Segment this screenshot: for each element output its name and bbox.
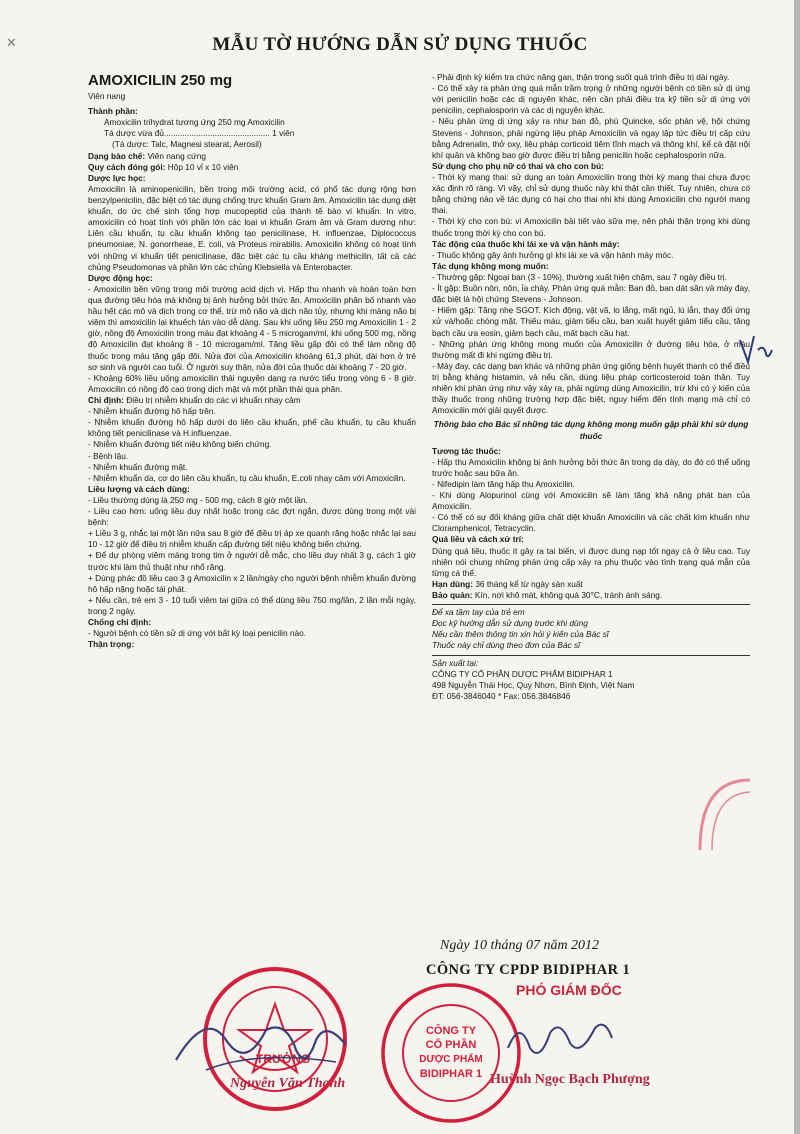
paragraph: - Bệnh lậu.: [88, 450, 129, 461]
divider: [432, 604, 750, 605]
section-heading-label: Thành phần:: [88, 106, 138, 117]
italic-note: Đọc kỹ hướng dẫn sử dụng trước khi dùng: [432, 618, 588, 629]
italic-note: Để xa tầm tay của trẻ em: [432, 607, 525, 618]
company-seal: [378, 980, 524, 1126]
left-column-body: [88, 106, 416, 650]
section-heading-label: Tương tác thuốc:: [432, 445, 502, 456]
paragraph: - Những phản ứng không mong muốn của Amoxicilin ở đường tiêu hóa, ở máu thường mất đi khi ngừng điều trị.: [432, 338, 750, 360]
warning-note: Thông báo cho Bác sĩ những tác dụng không mong muốn gặp phải khi sử dụng thuốc: [433, 419, 749, 441]
signing-date: Ngày 10 tháng 07 năm 2012: [440, 938, 600, 953]
section-heading: [88, 106, 416, 117]
section-heading-label: Hạn dùng:: [432, 578, 474, 589]
paragraph: - Nhiễm khuẩn đường hô hấp dưới do liên cầu khuẩn, phế cầu khuẩn, tụ cầu khuẩn không tiết penicilinase và H.influenzae.: [88, 417, 416, 439]
paragraph: - Amoxicilin bền vững trong môi trường acid dịch vị. Hấp thu nhanh và hoàn toàn hơn qua đường tiêu hóa mà không bị ảnh hưởng bởi thức ăn. Amoxicilin phân bố nhanh vào hầu hết các mô và dịch trong cơ thể, trừ mô não và dịch não tủy, nhưng khi màng não bị viêm thì amoxicilin lại khuếch tán vào dễ dàng. Sau khi uống liều 250 mg Amoxicilin 1 - 2 giờ, nồng độ Amoxicilin trong máu đạt khoảng 4 - 5 microgam/ml, khi uống 500 mg, nồng độ Amoxicilin đạt khoảng 8 - 10 microgam/ml. Tăng liều gấp đôi có thể làm nồng độ thuốc trong máu tăng gấp đôi. Nửa đời của Amoxicilin khoảng 61,3 phút, dài hơn ở trẻ sơ sinh và người cao tuổi. Ở người suy thận, nửa đời của thuốc dài khoảng 7 - 20 giờ.: [88, 283, 416, 372]
paragraph: - Nhiễm khuẩn đường tiết niệu không biến chứng.: [88, 439, 272, 450]
section-heading-value: Kín, nơi khô mát, không quá 30°C, tránh ánh sáng.: [472, 590, 663, 601]
paragraph: + Nếu cần, trẻ em 3 - 10 tuổi viêm tai giữa có thể dùng liều 750 mg/lần, 2 lần mỗi ngày, trong 2 ngày.: [88, 594, 416, 617]
paragraph: - Thuốc không gây ảnh hưởng gì khi lái xe và vận hành máy móc.: [432, 249, 674, 260]
paragraph: - Nếu phản ứng dị ứng xảy ra như ban đỏ, phù Quincke, sốc phản vệ, hội chứng Stevens - Johnson, phải ngừng liệu pháp Amoxicilin và ngay lập tức điều trị cấp cứu bằng Adrenalin, thở oxy, liệu pháp corticoid tiêm tĩnh mạch và thông khí, kể cả đặt nội khí quản và không bao giờ được điều trị bằng penicilin hoặc cephalosporin nữa.: [432, 116, 750, 160]
section-heading-label: Dạng bào chế:: [88, 150, 146, 161]
paragraph: - Có thể có sự đối kháng giữa chất diệt khuẩn Amoxicilin và các chất kìm khuẩn như Cloramphenicol, Tetracyclin.: [432, 512, 750, 534]
right-column: [432, 72, 750, 702]
section-heading-label: Sử dụng cho phụ nữ có thai và cho con bú:: [432, 160, 604, 171]
section-heading-value: Hộp 10 vỉ x 10 viên: [165, 161, 239, 172]
paragraph: - Nhiễm khuẩn đường mật.: [88, 461, 188, 472]
company-stamp-title: CÔNG TY CPDP BIDIPHAR 1: [426, 962, 631, 978]
paragraph: - Phải định kỳ kiểm tra chức năng gan, thận trong suốt quá trình điều trị dài ngày.: [432, 72, 730, 82]
section-heading-label: Chống chỉ định:: [88, 617, 152, 628]
section-heading: [88, 162, 416, 173]
section-heading-label: Dược lực học:: [88, 172, 146, 183]
paragraph: - Nhiễm khuẩn da, cơ do liên cầu khuẩn, tụ cầu khuẩn, E.coli nhạy cảm với Amoxicilin.: [88, 472, 406, 483]
svg-text:BIDIPHAR 1: BIDIPHAR 1: [419, 1068, 483, 1080]
section-heading-label: Quy cách đóng gói:: [88, 161, 166, 172]
svg-text:CÔNG TY: CÔNG TY: [425, 1025, 477, 1037]
section-heading-value: 36 tháng kể từ ngày sản xuất: [473, 578, 583, 589]
dosage-form: Viên nang: [88, 91, 126, 101]
section-heading-label: Tác dụng không mong muốn:: [432, 260, 549, 271]
paragraph: - Ít gặp: Buồn nôn, nôn, ỉa chảy. Phản ứng quá mẫn: Ban đỏ, ban dát sần và mày đay, đặc biệt là hội chứng Stevens - Johnson.: [432, 283, 750, 305]
paragraph: Tá dược vừa đủ.............................................. 1 viên: [104, 128, 295, 139]
paragraph: - Mày đay, các dạng ban khác và những phản ứng giống bệnh huyết thanh có thể điều trị bằng kháng histamin, và nếu cần, dùng liệu pháp corticosteroid toàn thân. Tuy nhiên khi phản ứng như vậy xảy ra, phải ngừng dùng Amoxicilin, trừ khi có ý kiến của thầy thuốc trong những trường hợp đặc biệt, nguy hiểm đến tính mạng mà chỉ có Amoxicilin mới giải quyết được.: [432, 360, 750, 416]
corner-mark: ✕: [6, 36, 17, 51]
section-heading: [88, 617, 416, 628]
paragraph: - Thường gặp: Ngoại ban (3 - 10%), thường xuất hiện chậm, sau 7 ngày điều trị.: [432, 271, 727, 282]
svg-text:DƯỢC PHẨM: DƯỢC PHẨM: [419, 1054, 483, 1065]
section-heading: [88, 639, 416, 650]
section-heading: [432, 161, 750, 172]
right-column-body: [432, 72, 750, 702]
paragraph: - Liều thường dùng là 250 mg - 500 mg, cách 8 giờ một lần.: [88, 494, 308, 505]
section-heading-label: Bảo quản:: [432, 590, 473, 601]
section-heading: [432, 590, 750, 601]
department-head-title: TRƯỞNG: [256, 1052, 311, 1066]
section-heading: [88, 173, 416, 184]
paragraph: Dùng quá liều, thuốc ít gây ra tai biến, vì được dung nạp tốt ngay cả ở liều cao. Tuy nhiên nói chung những phản ứng cấp xảy ra phụ thuộc vào tình trạng quá mẫn của từng cá thể.: [432, 545, 750, 578]
section-heading: [88, 273, 416, 284]
signature-right: [500, 1008, 620, 1068]
section-heading-label: Tác động của thuốc khi lái xe và vận hành máy:: [432, 238, 620, 249]
paragraph: CÔNG TY CỔ PHẦN DƯỢC PHẨM BIDIPHAR 1: [432, 668, 613, 679]
paragraph: Amoxicilin là aminopenicilin, bền trong môi trường acid, có phổ tác dụng rộng hơn benzylpenicilin, đặc biệt có tác dụng chống trực khuẩn Gram âm. Amoxicilin tác dụng diệt khuẩn, do ức chế sinh tổng hợp mucopeptid của thành tế bào vi khuẩn. In vitro, amoxicilin có hoạt tính với phần lớn các loại vi khuẩn Gram âm và Gram dương như: Liên cầu khuẩn, tụ cầu khuẩn không tạo penicilinase, H. influenzae, Diplococcus pneumoniae, N. gonorrheae, E. coli, và Proteus mirabilis. Amoxicilin không có hoạt tính với những vi khuẩn tiết penicilinase, đặc biệt các tụ cầu kháng methicilin, tất cả các chủng Pseudomonas và phần lớn các chủng Klebsiella và Enterobacter.: [88, 183, 416, 272]
paragraph: - Thời kỳ mang thai: sử dụng an toàn Amoxicilin trong thời kỳ mang thai chưa được xác định rõ ràng. Vì vậy, chỉ sử dụng thuốc này khi thật cần thiết. Tuy nhiên, chưa có bằng chứng nào về tác dụng có hại cho thai nhi khi dùng Amoxicilin cho người mang thai.: [432, 171, 750, 216]
section-heading-label: Thận trọng:: [88, 639, 135, 650]
department-head-name: Nguyễn Văn Thanh: [230, 1076, 346, 1091]
section-heading: [432, 261, 750, 272]
paragraph: - Khi dùng Alopurinol cùng với Amoxicilin sẽ làm tăng khả năng phát ban của Amoxicilin.: [432, 490, 750, 512]
faint-seal: [690, 770, 760, 860]
section-heading-value: Điều trị nhiễm khuẩn do các vi khuẩn nhạy cảm: [123, 394, 301, 405]
paragraph: - Nifedipin làm tăng hấp thu Amoxicilin.: [432, 478, 575, 489]
left-column: [88, 72, 416, 650]
signature-left: [166, 1000, 366, 1080]
section-heading: [432, 446, 750, 457]
paragraph: - Có thể xảy ra phản ứng quá mẫn trầm trọng ở những người bệnh có tiền sử dị ứng với penicilin hoặc các dị nguyên khác, nên cần phải điều tra kỹ tiền sử dị ứng với penicilin, cephalosporin và các dị nguyên khác.: [432, 83, 750, 116]
paragraph: - Hấp thu Amoxicilin không bị ảnh hưởng bởi thức ăn trong dạ dày, do đó có thể uống trước hoặc sau bữa ăn.: [432, 456, 750, 478]
section-heading: [432, 579, 750, 590]
section-heading: [88, 395, 416, 406]
paragraph: (Tá dược: Talc, Magnesi stearat, Aerosil): [112, 139, 262, 150]
section-heading-label: Liều lượng và cách dùng:: [88, 483, 190, 494]
paragraph: Amoxicilin trihydrat tương ứng 250 mg Amoxicilin: [104, 117, 285, 128]
section-heading-label: Chỉ định:: [88, 394, 124, 405]
section-heading-label: Dược động học:: [88, 272, 153, 283]
paragraph: - Thời kỳ cho con bú: vì Amoxicilin bài tiết vào sữa mẹ, nên phải thận trọng khi dùng thuốc trong thời kỳ cho con bú.: [432, 216, 750, 238]
deputy-director-title: PHÓ GIÁM ĐỐC: [516, 982, 622, 998]
paragraph: ĐT: 056-3846040 * Fax: 056.3846846: [432, 690, 571, 701]
section-heading: [432, 534, 750, 545]
paragraph: - Liều cao hơn: uống liều duy nhất hoặc trong các đợt ngắn, được dùng trong một vài bệnh:: [88, 506, 416, 528]
divider: [432, 655, 750, 656]
paragraph: - Hiếm gặp: Tăng nhẹ SGOT. Kích động, vật vã, lo lắng, mất ngủ, lú lẫn, thay đổi ứng xử và/hoặc chóng mặt. Thiếu máu, giảm tiểu cầu, ban xuất huyết giảm tiểu cầu, tăng bạch cầu ưa eosin, giảm bạch cầu, mất bạch cầu hạt.: [432, 305, 750, 338]
section-heading: [88, 484, 416, 495]
italic-note: Nếu cần thêm thông tin xin hỏi ý kiến của Bác sĩ: [432, 629, 609, 640]
section-heading-label: Quá liều và cách xử trí:: [432, 534, 524, 545]
svg-text:CỔ PHẦN: CỔ PHẦN: [425, 1039, 477, 1051]
paragraph: - Khoảng 60% liều uống amoxicilin thải nguyên dạng ra nước tiểu trong vòng 6 - 8 giờ. Amoxicilin có nồng độ cao trong dịch mật và một phần thải qua phân.: [88, 372, 416, 394]
section-heading: [88, 151, 416, 162]
paragraph: - Người bệnh có tiền sử dị ứng với bất kỳ loại penicilin nào.: [88, 628, 307, 639]
page-edge: [794, 0, 800, 1134]
paragraph: + Liều 3 g, nhắc lại một lần nữa sau 8 giờ để điều trị áp xe quanh răng hoặc nhắc lại sau 10 - 12 giờ để điều trị nhiễm khuẩn cấp đường tiết niệu không biến chứng.: [88, 528, 416, 550]
paragraph: 498 Nguyễn Thái Học, Quy Nhơn, Bình Định, Việt Nam: [432, 679, 635, 690]
section-heading-value: Viên nang cứng: [145, 150, 206, 161]
document-title: MẪU TỜ HƯỚNG DẪN SỬ DỤNG THUỐC: [212, 34, 588, 55]
italic-note: Sản xuất tại:: [432, 657, 479, 668]
deputy-director-name: Huỳnh Ngọc Bạch Phượng: [490, 1072, 650, 1087]
paragraph: - Nhiễm khuẩn đường hô hấp trên.: [88, 406, 216, 417]
paragraph: + Dùng phác đồ liều cao 3 g Amoxicilin x 2 lần/ngày cho người bệnh nhiễm khuẩn đường hô hấp nặng hoặc tái phát.: [88, 572, 416, 594]
paragraph: + Để dự phòng viêm màng trong tim ở người dễ mắc, cho liều duy nhất 3 g, cách 1 giờ trước khi làm thủ thuật như nhổ răng.: [88, 550, 416, 572]
drug-name: AMOXICILIN 250 mg: [88, 72, 233, 89]
section-heading: [432, 239, 750, 250]
italic-note: Thuốc này chỉ dùng theo đơn của Bác sĩ: [432, 640, 580, 651]
